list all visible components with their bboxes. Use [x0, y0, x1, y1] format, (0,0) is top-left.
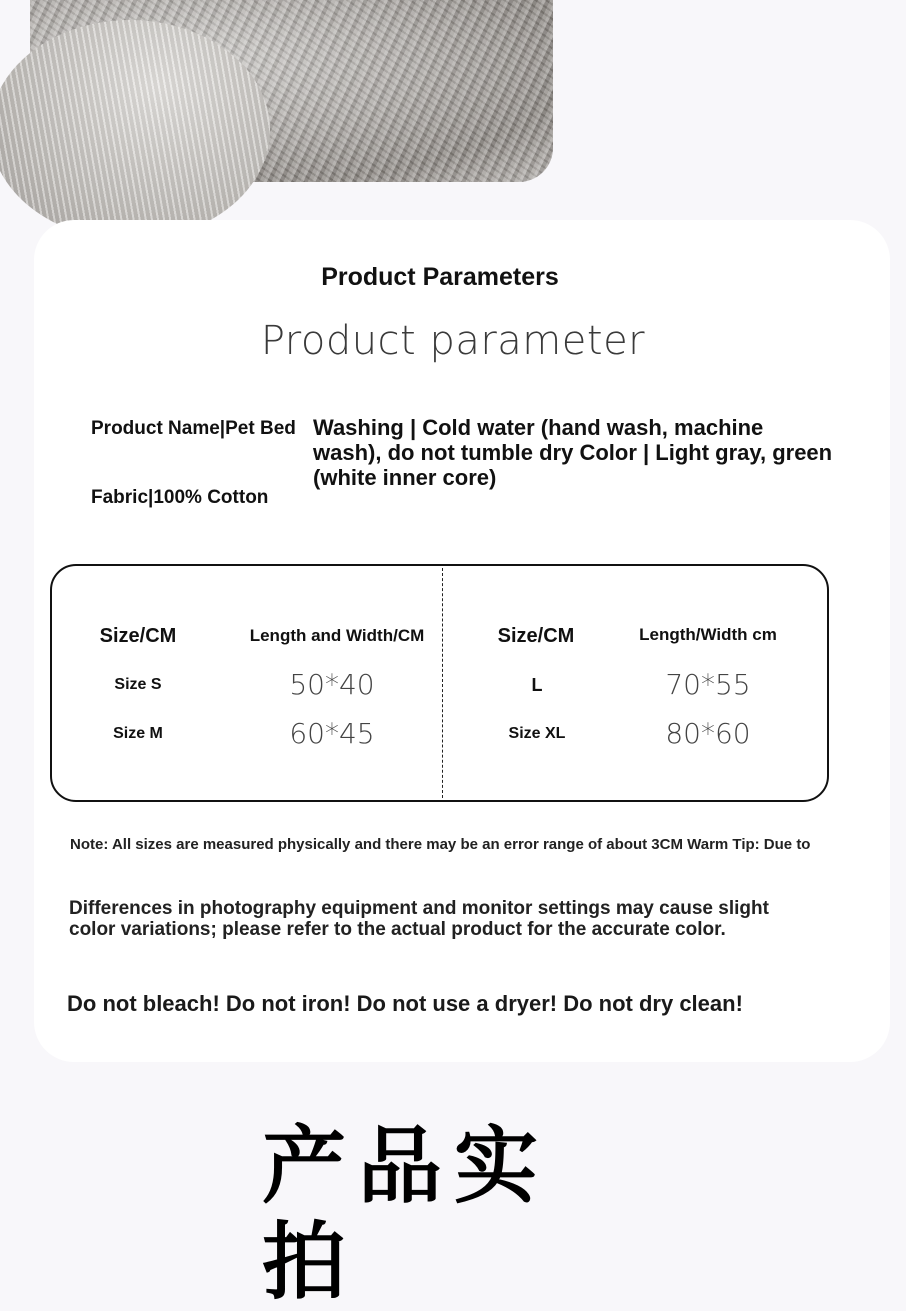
param-washing-color: Washing | Cold water (hand wash, machine wash), do not tumble dry Color | Light gray, green (white inner core): [313, 415, 833, 490]
section-subtitle: Product parameter: [260, 318, 646, 364]
size-dims-s: 50*40: [289, 668, 375, 701]
size-table-divider: [442, 568, 443, 798]
size-label-xl: Size XL: [508, 725, 566, 742]
size-dims-l: 70*55: [665, 668, 751, 701]
size-header-right: Size/CM: [497, 625, 575, 647]
size-header-left: Size/CM: [99, 625, 177, 647]
size-dims-xl: 80*60: [665, 717, 751, 750]
size-dims-m: 60*45: [289, 717, 375, 750]
dims-header-left: Length and Width/CM: [249, 626, 425, 645]
care-instructions: Do not bleach! Do not iron! Do not use a dryer! Do not dry clean!: [67, 991, 743, 1016]
size-label-s: Size S: [114, 676, 162, 693]
param-fabric: Fabric|100% Cotton: [91, 487, 269, 508]
size-label-l: L: [531, 675, 543, 695]
section-title: Product Parameters: [321, 263, 559, 291]
dims-header-right: Length/Width cm: [639, 625, 777, 644]
product-photo-fabric: [30, 0, 553, 182]
size-label-m: Size M: [113, 725, 163, 742]
measurement-note: Note: All sizes are measured physically and there may be an error range of about 3CM Warm Tip: Due to: [70, 836, 811, 853]
fabric-fold: [0, 20, 270, 240]
color-note: Differences in photography equipment and monitor settings may cause slight color variations; please refer to the actual product for the accurate color.: [69, 898, 769, 940]
next-section-title: 产品实拍: [262, 1117, 551, 1311]
param-product-name: Product Name|Pet Bed: [91, 418, 296, 439]
